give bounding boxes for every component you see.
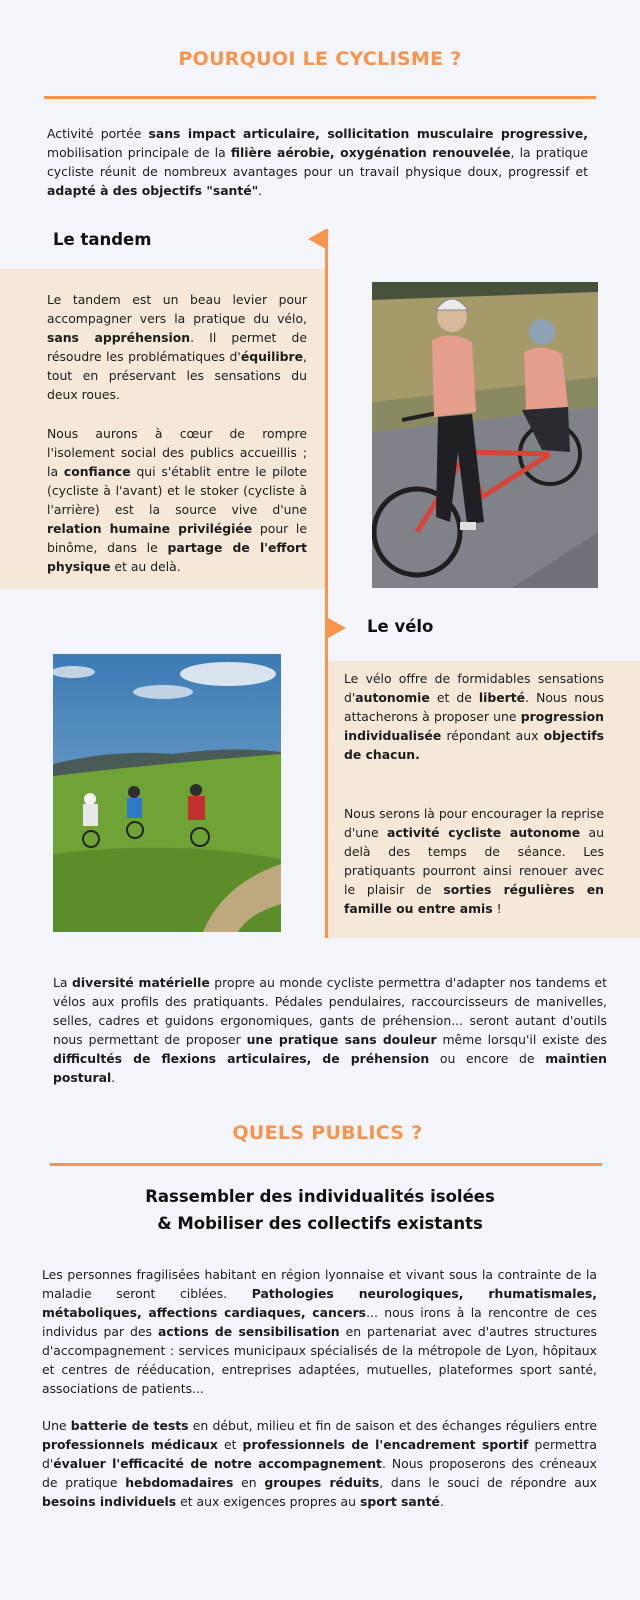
bold-run: filière aérobie, oxygénation renouvelée	[230, 145, 511, 160]
text-run: au delà des temps de séance. Les pratiquants pourront ainsi renouer avec le plaisir de	[344, 825, 605, 897]
bold-run: sport santé	[359, 1494, 440, 1509]
velo-paragraph-1	[344, 669, 604, 764]
text-run: qui s'établit entre le pilote (cycliste à l'avant) et le stoker (cycliste à l'arrière) est la source vive d'une	[47, 464, 307, 517]
text-run: mobilisation principale de la	[47, 145, 231, 160]
text-run: . Nous nous attacherons à proposer une	[344, 690, 604, 724]
velo-heading: Le vélo	[367, 617, 434, 636]
publics-underline	[50, 1163, 602, 1166]
bold-run: objectifs de chacun.	[344, 728, 604, 762]
bold-run: autonomie	[355, 690, 430, 705]
text-run: répondant aux	[441, 728, 544, 743]
text-run: et au delà.	[110, 559, 181, 574]
text-run: pour le binôme, dans le	[47, 521, 307, 555]
bold-run: batterie de tests	[70, 1418, 189, 1433]
bold-run: sans appréhension	[47, 330, 191, 345]
bold-run: activité cycliste autonome	[386, 825, 581, 840]
bold-run: relation humaine privilégiée	[47, 521, 253, 536]
text-run: en	[233, 1475, 265, 1490]
tandem-heading: Le tandem	[53, 230, 152, 249]
tandem-photo	[372, 282, 598, 588]
text-run: Les personnes fragilisées habitant en région lyonnaise et vivant sous la contrainte de la maladie seront ciblées.	[42, 1267, 597, 1301]
section-title-cyclisme: POURQUOI LE CYCLISME ?	[178, 48, 462, 70]
text-run: . Il permet de résoudre les problématiques d'	[47, 330, 307, 364]
text-run: !	[492, 901, 502, 916]
intro-paragraph	[47, 124, 588, 200]
bold-run: professionnels médicaux	[42, 1437, 218, 1452]
bold-run: évaluer l'efficacité de notre accompagnement	[53, 1456, 382, 1471]
bold-run: professionnels de l'encadrement sportif	[242, 1437, 529, 1452]
text-run: ou encore de	[429, 1051, 546, 1066]
text-run: et de	[429, 690, 479, 705]
text-run: Une	[42, 1418, 71, 1433]
bold-run: sorties régulières en famille ou entre amis	[344, 882, 604, 916]
text-run: Nous serons là pour encourager la reprise d'une	[344, 806, 604, 840]
text-run: propre au monde cycliste permettra d'adapter nos tandems et vélos aux profils des pratiquants. Pédales pendulaires, raccourcisseurs de manivelles, selles, cadres et guidons ergonomiques, gants de préhension... seront autant d'outils nous permettant de proposer	[53, 975, 608, 1047]
bold-run: équilibre	[240, 349, 304, 364]
text-run: , dans le souci de répondre aux	[379, 1475, 598, 1490]
materiel-paragraph	[53, 973, 607, 1087]
bold-run: partage de l'effort physique	[47, 540, 307, 574]
tandem-paragraph-1	[47, 290, 307, 404]
velo-paragraph-2	[344, 804, 604, 918]
text-run: même lorsqu'il existe des	[436, 1032, 608, 1047]
text-run: Activité portée	[47, 126, 149, 141]
publics-subtitle-2: & Mobiliser des collectifs existants	[157, 1214, 483, 1233]
timeline-arrow-left	[308, 229, 326, 249]
text-run: .	[258, 183, 263, 198]
bold-run: besoins individuels	[42, 1494, 177, 1509]
timeline-arrow-right	[328, 618, 346, 638]
text-run: .	[439, 1494, 444, 1509]
text-run: en partenariat avec d'autres structures d'accompagnement : services municipaux spécialisés de la métropole de Lyon, hôpitaux et centres de rééducation, entreprises adaptées, mutuelles, plateformes sport santé, associations de patients...	[42, 1324, 597, 1396]
bold-run: progression individualisée	[344, 709, 604, 743]
text-run: , tout en préservant les sensations du deux roues.	[47, 349, 307, 402]
text-run: et aux exigences propres au	[176, 1494, 360, 1509]
bold-run: actions de sensibilisation	[157, 1324, 340, 1339]
bold-run: groupes réduits	[264, 1475, 380, 1490]
bold-run: difficultés de flexions articulaires, de préhension	[53, 1051, 430, 1066]
text-run: , la pratique cycliste réunit de nombreux avantages pour un travail physique doux, progressif et	[47, 145, 588, 179]
text-run: . Nous proposerons des créneaux de pratique	[42, 1456, 597, 1490]
bold-run: confiance	[63, 464, 131, 479]
bold-run: sans impact articulaire, sollicitation musculaire progressive,	[148, 126, 588, 141]
bold-run: liberté	[478, 690, 526, 705]
text-run: Nous aurons à cœur de rompre l'isolement social des publics accueillis ; la	[47, 426, 307, 479]
publics-paragraph-1	[42, 1265, 597, 1398]
cyclists-photo	[53, 654, 281, 932]
bold-run: maintien postural	[53, 1051, 607, 1085]
bold-run: Pathologies neurologiques, rhumatismales, métaboliques, affections cardiaques, cancers	[42, 1286, 597, 1320]
text-run: ... nous irons à la rencontre de ces individus par des	[42, 1305, 597, 1339]
text-run: Le vélo offre de formidables sensations d'	[344, 671, 604, 705]
text-run: et	[217, 1437, 243, 1452]
title-underline	[44, 96, 596, 99]
text-run: en début, milieu et fin de saison et des échanges réguliers entre	[188, 1418, 597, 1433]
text-run: .	[111, 1070, 116, 1085]
publics-subtitle-1: Rassembler des individualités isolées	[145, 1187, 495, 1206]
bold-run: diversité matérielle	[72, 975, 210, 990]
text-run: permettra d'	[42, 1437, 597, 1471]
text-run: Le tandem est un beau levier pour accompagner vers la pratique du vélo,	[47, 292, 307, 326]
publics-paragraph-2	[42, 1416, 597, 1511]
bold-run: hebdomadaires	[125, 1475, 234, 1490]
text-run: La	[53, 975, 72, 990]
bold-run: adapté à des objectifs "santé"	[47, 183, 259, 198]
section-title-publics: QUELS PUBLICS ?	[232, 1122, 423, 1144]
tandem-paragraph-2	[47, 424, 307, 576]
bold-run: une pratique sans douleur	[246, 1032, 437, 1047]
